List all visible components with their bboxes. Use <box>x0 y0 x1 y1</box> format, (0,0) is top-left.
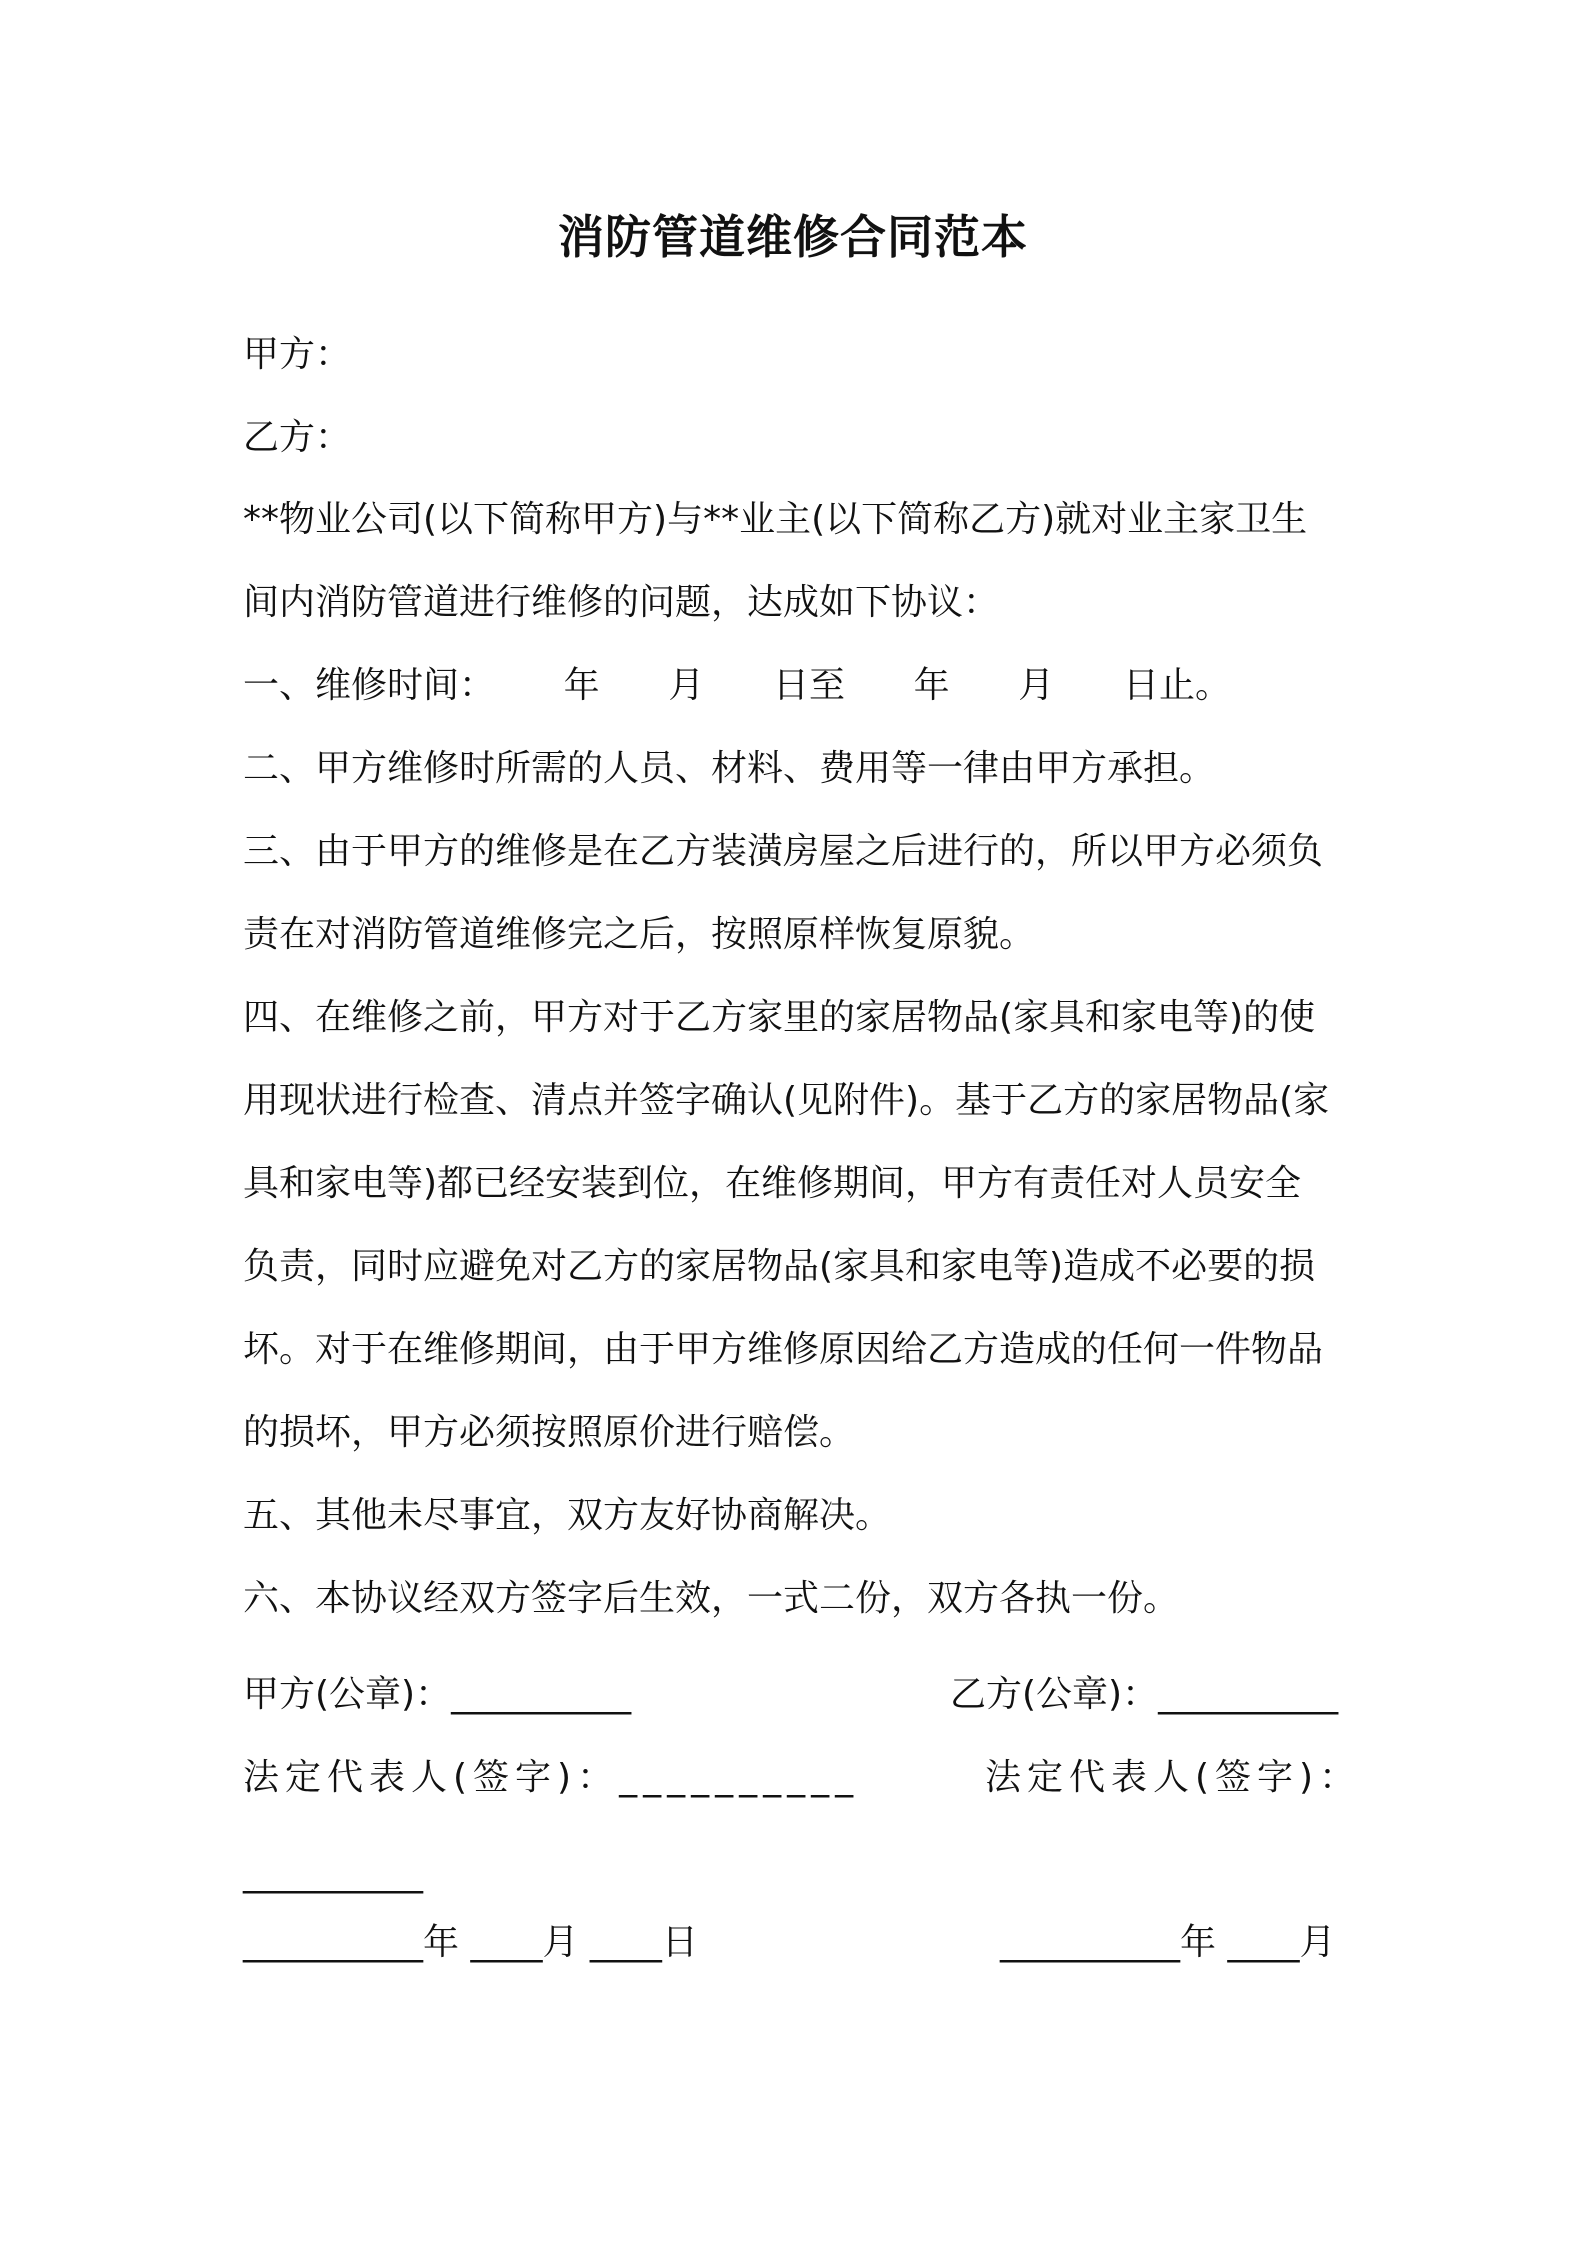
party-a-label: 甲方： <box>243 334 352 375</box>
clause-5: 五、其他未尽事宜，双方友好协商解决。 <box>243 1495 892 1536</box>
body-line: 间内消防管道进行维修的问题，达成如下协议： <box>243 582 1000 623</box>
clause-4-cont: 具和家电等)都已经安装到位，在维修期间，甲方有责任对人员安全 <box>243 1163 1302 1204</box>
clause-3: 三、由于甲方的维修是在乙方装潢房屋之后进行的，所以甲方必须负 <box>243 831 1324 872</box>
clause-3-cont: 责在对消防管道维修完之后，按照原样恢复原貌。 <box>243 914 1036 955</box>
document-title: 消防管道维修合同范本 <box>558 210 1028 264</box>
clause-4-cont: 负责，同时应避免对乙方的家居物品(家具和家电等)造成不必要的损 <box>243 1246 1316 1287</box>
clause-4-cont: 坏。对于在维修期间，由于甲方维修原因给乙方造成的任何一件物品 <box>243 1329 1324 1370</box>
party-b-seal: 乙方(公章)：__________ <box>950 1674 1339 1715</box>
party-b-label: 乙方： <box>243 417 352 458</box>
clause-1-maintenance-time: 一、维修时间： 年 月 日至 年 月 日止。 <box>243 665 1231 706</box>
party-b-representative: 法定代表人(签字)： <box>985 1757 1362 1798</box>
clause-4: 四、在维修之前，甲方对于乙方家里的家居物品(家具和家电等)的使 <box>243 997 1316 1038</box>
party-a-seal: 甲方(公章)：__________ <box>243 1674 632 1715</box>
clause-6: 六、本协议经双方签字后生效，一式二份，双方各执一份。 <box>243 1578 1180 1619</box>
party-a-representative: 法定代表人(签字)：__________ <box>243 1757 860 1798</box>
party-b-date: __________年 ____月 <box>1000 1922 1336 1963</box>
clause-4-cont: 用现状进行检查、清点并签字确认(见附件)。基于乙方的家居物品(家 <box>243 1080 1330 1121</box>
party-b-representative-signature-line: __________ <box>243 1853 423 1894</box>
clause-4-cont: 的损坏，甲方必须按照原价进行赔偿。 <box>243 1412 856 1453</box>
body-line: **物业公司(以下简称甲方)与**业主(以下简称乙方)就对业主家卫生 <box>243 499 1308 540</box>
party-a-date: __________年 ____月 ____日 <box>243 1922 698 1963</box>
clause-2: 二、甲方维修时所需的人员、材料、费用等一律由甲方承担。 <box>243 748 1216 789</box>
